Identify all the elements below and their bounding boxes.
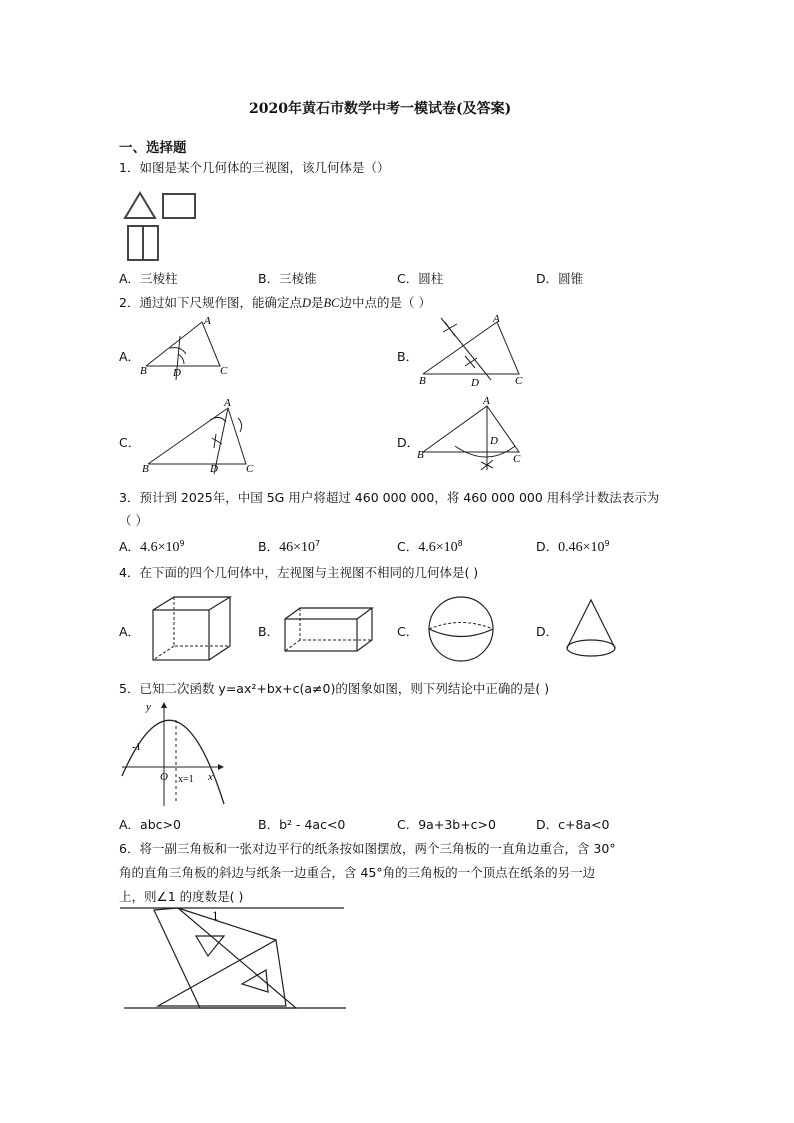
q4-option-d[interactable]: D． — [536, 624, 559, 639]
svg-text:B: B — [140, 365, 147, 377]
svg-text:x=1: x=1 — [178, 774, 194, 785]
page-title: 2020年黄石市数学中考一模试卷(及答案) — [249, 101, 512, 117]
q4-option-c[interactable]: C． — [397, 624, 419, 639]
q4-stem: 4．在下面的四个几何体中，左视图与主视图不相同的几何体是( ) — [119, 565, 479, 580]
q2-stem: 2．通过如下尺规作图，能确定点D是BC边中点的是（ ） — [119, 295, 431, 310]
q3-option-d[interactable]: D．$0.46\times 10^9$ — [536, 538, 610, 555]
front-view-triangle — [125, 193, 155, 218]
q1-three-views-figure — [122, 190, 202, 265]
q2-figure-c — [140, 396, 260, 476]
q1-option-c[interactable]: C．圆柱 — [397, 271, 444, 286]
cone-figure — [563, 598, 619, 662]
q1-option-d[interactable]: D．圆锥 — [536, 271, 584, 286]
q5-option-b[interactable]: B．b² - 4ac<0 — [258, 817, 346, 832]
cube-figure — [150, 594, 236, 664]
svg-text:B: B — [142, 463, 149, 475]
q2-option-a[interactable]: A． — [119, 349, 141, 364]
q6-stem-line3: 上，则∠1 的度数是( ) — [119, 889, 244, 904]
svg-text:C: C — [220, 365, 228, 377]
q4-option-a[interactable]: A． — [119, 624, 141, 639]
svg-text:-1: -1 — [132, 741, 142, 753]
svg-text:B: B — [417, 449, 424, 461]
section-heading: 一、选择题 — [119, 140, 187, 156]
q2-figure-d — [415, 396, 530, 476]
q4-option-b[interactable]: B． — [258, 624, 280, 639]
q5-option-d[interactable]: D．c+8a<0 — [536, 817, 610, 832]
q5-option-c[interactable]: C．9a+3b+c>0 — [397, 817, 496, 832]
q5-option-a[interactable]: A．abc>0 — [119, 817, 181, 832]
q2-option-d[interactable]: D． — [397, 435, 420, 450]
svg-text:1: 1 — [212, 908, 219, 923]
q6-triangles-figure — [120, 902, 350, 1012]
svg-text:C: C — [246, 463, 254, 475]
q2-figure-a — [140, 314, 240, 380]
side-view-rect — [163, 194, 195, 218]
svg-text:O: O — [160, 771, 168, 783]
q3-option-b[interactable]: B．$46\times 10^7$ — [258, 538, 321, 555]
q3-stem-cont: （ ） — [119, 513, 148, 528]
q1-stem: 1．如图是某个几何体的三视图，该几何体是（） — [119, 160, 390, 175]
svg-text:A: A — [204, 315, 211, 327]
svg-text:A: A — [483, 395, 490, 407]
svg-text:D: D — [210, 463, 218, 475]
svg-text:D: D — [471, 377, 479, 389]
q6-stem-line1: 6．将一副三角板和一张对边平行的纸条按如图摆放，两个三角板的一直角边重合，含 30° — [119, 841, 616, 856]
cuboid-figure — [282, 605, 378, 655]
q1-option-a[interactable]: A．三棱柱 — [119, 271, 178, 286]
svg-text:y: y — [146, 701, 151, 713]
svg-text:A: A — [493, 313, 500, 325]
svg-text:D: D — [173, 367, 181, 379]
q5-parabola-graph — [120, 700, 224, 806]
svg-text:B: B — [419, 375, 426, 387]
sphere-figure — [426, 596, 496, 662]
svg-text:C: C — [513, 453, 521, 465]
q2-figure-b — [415, 312, 530, 388]
svg-text:C: C — [515, 375, 523, 387]
q5-stem: 5．已知二次函数 y=ax²+bx+c(a≠0)的图象如图，则下列结论中正确的是( ) — [119, 681, 550, 696]
q3-option-c[interactable]: C．$4.6\times 10^8$ — [397, 538, 463, 555]
svg-text:A: A — [224, 397, 231, 409]
q6-stem-line2: 角的直角三角板的斜边与纸条一边重合，含 45°角的三角板的一个顶点在纸条的另一边 — [119, 865, 596, 880]
q3-stem: 3．预计到 2025年，中国 5G 用户将超过 460 000 000，将 460 000 000 用科学计数法表示为 — [119, 490, 660, 505]
q2-option-b[interactable]: B． — [397, 349, 419, 364]
svg-text:D: D — [490, 435, 498, 447]
q1-option-b[interactable]: B．三棱锥 — [258, 271, 317, 286]
q2-option-c[interactable]: C． — [119, 435, 141, 450]
q3-option-a[interactable]: A．$4.6\times 10^9$ — [119, 538, 185, 555]
svg-text:x: x — [208, 771, 213, 783]
